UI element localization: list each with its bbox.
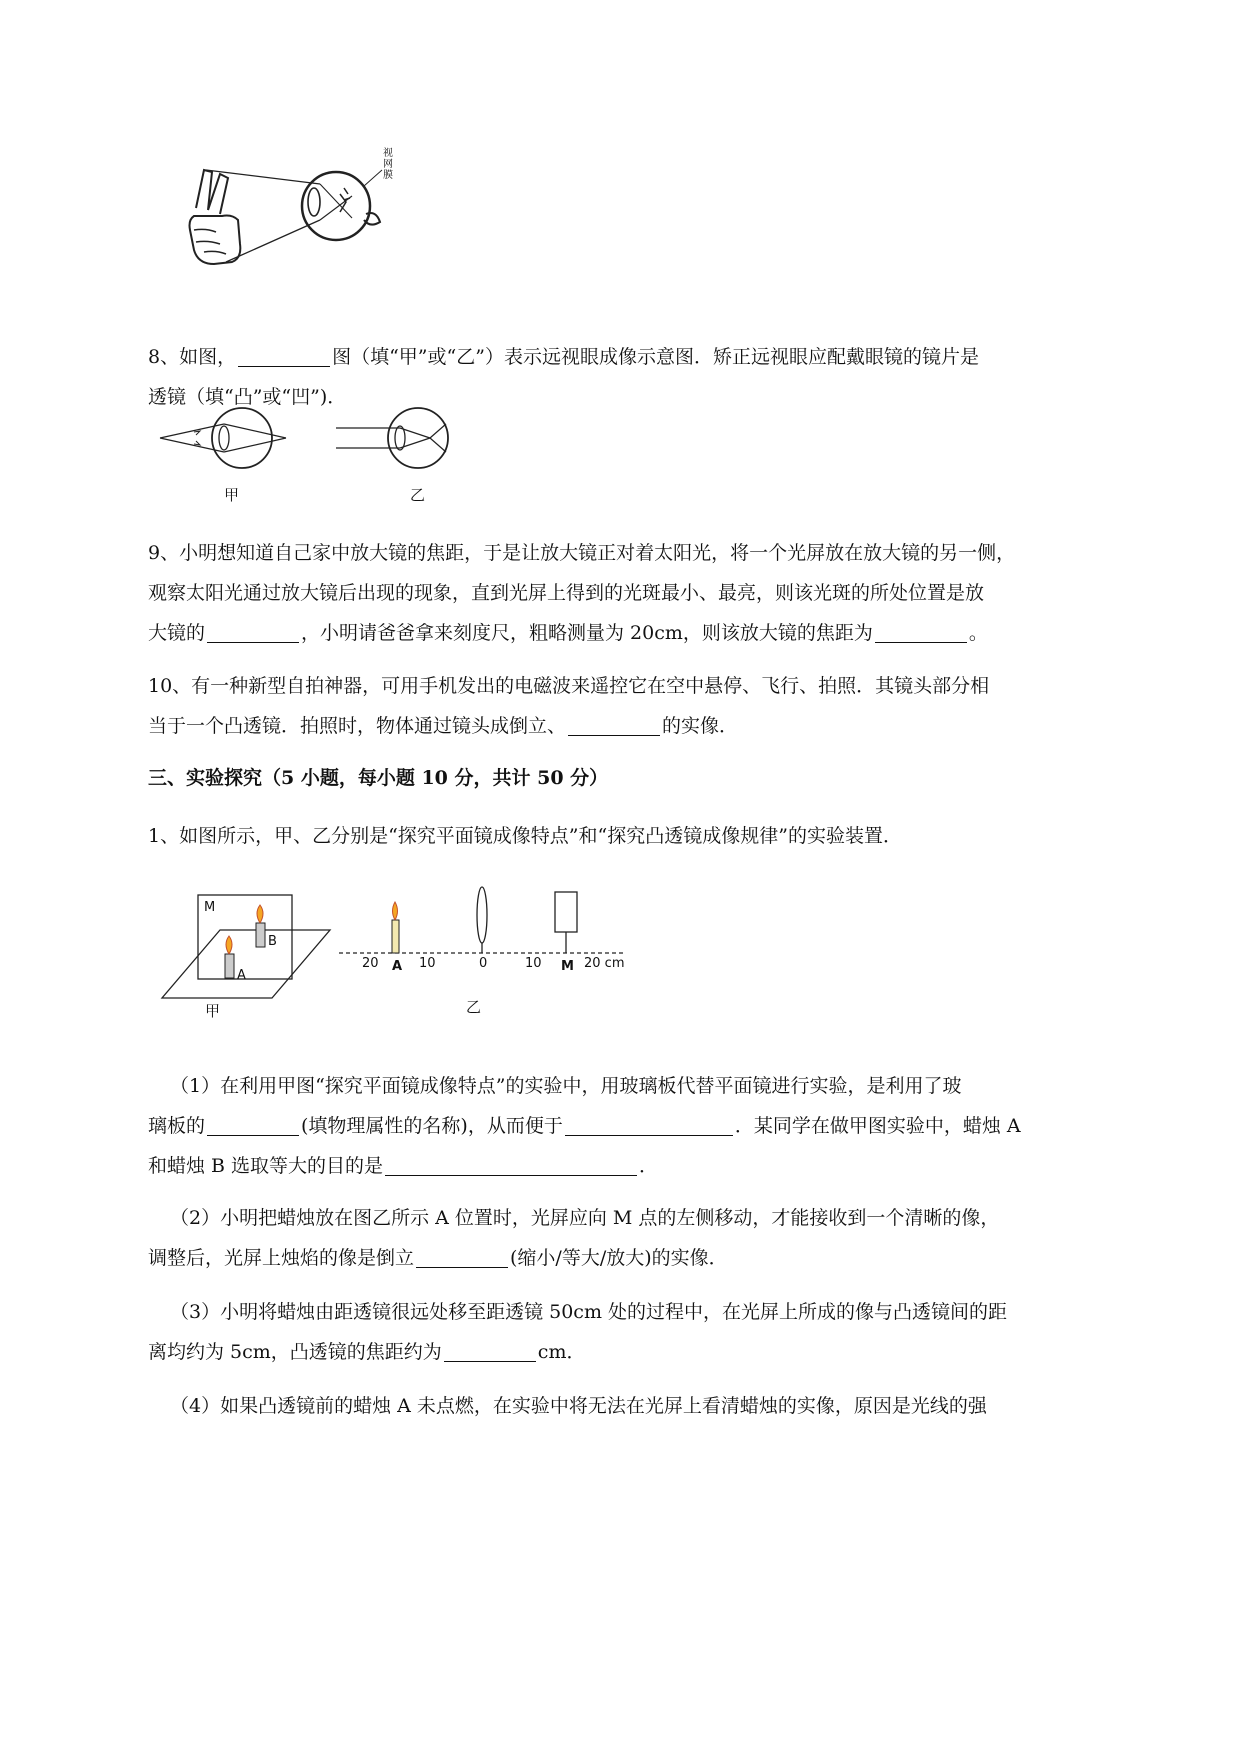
hand-eye-figure (180, 158, 440, 298)
answer-blank[interactable] (238, 342, 330, 367)
experiment-1-part-3 (170, 1292, 1148, 1332)
p1-line2b: (填物理属性的名称)，从而便于 (301, 1115, 563, 1137)
retina-label: 视网膜 (383, 148, 393, 181)
eye-diagram-jia (160, 408, 286, 468)
mirror-label-m: M (204, 900, 216, 915)
eye-diagram-yi (336, 408, 448, 468)
p2-line2b: (缩小/等大/放大)的实像． (510, 1247, 728, 1269)
q9-line1: 9、小明想知道自己家中放大镜的焦距，于是让放大镜正对着太阳光，将一个光屏放在放大镜的另一侧， (148, 542, 1016, 564)
answer-blank[interactable] (416, 1243, 508, 1268)
q9-line3b: ，小明请爸爸拿来刻度尺，粗略测量为 20cm，则该放大镜的焦距为 (301, 622, 873, 644)
experiment-1-part-1-cont (148, 1106, 1148, 1186)
section-heading: 三、实验探究（5 小题，每小题 10 分，共计 50 分） (148, 767, 609, 789)
tick-m: M (561, 959, 574, 974)
q9-line3c: 。 (968, 622, 988, 644)
p3-line2b: cm． (537, 1341, 586, 1363)
question-9 (148, 533, 1148, 653)
q10-line2a: 当于一个凸透镜．拍照时，物体通过镜头成倒立、 (148, 715, 567, 737)
label-jia: 甲 (224, 486, 240, 504)
experiment-1-part-2-cont (148, 1238, 1148, 1278)
tick-0: 0 (479, 956, 488, 971)
p2-line1: （2）小明把蜡烛放在图乙所示 A 位置时，光屏应向 M 点的左侧移动，才能接收到一个清晰的像， (170, 1207, 1000, 1229)
tick-10-left: 10 (419, 956, 436, 971)
candle-label-b: B (268, 934, 277, 949)
fig-jia-label: 甲 (205, 1002, 221, 1020)
plane-mirror-figure (150, 880, 340, 1020)
p3-line2a: 离均约为 5cm，凸透镜的焦距约为 (148, 1341, 442, 1363)
question-10 (148, 666, 1148, 746)
experiment-1-stem: 1、如图所示，甲、乙分别是“探究平面镜成像特点”和“探究凸透镜成像规律”的实验装置． (148, 825, 902, 847)
q9-line2: 观察太阳光通过放大镜后出现的现象，直到光屏上得到的光斑最小、最亮，则该光斑的所处位置是放 (148, 582, 985, 604)
p1-line2a: 璃板的 (148, 1115, 206, 1137)
tick-20cm-right: 20 cm (584, 956, 625, 971)
answer-blank[interactable] (444, 1337, 536, 1362)
experiment-1-part-1 (170, 1066, 1148, 1106)
experiment-1-part-2 (170, 1198, 1148, 1238)
q10-line1: 10、有一种新型自拍神器，可用手机发出的电磁波来遥控它在空中悬停、飞行、拍照．其镜头部分相 (148, 675, 990, 697)
tick-20-left: 20 (362, 956, 379, 971)
q10-line2b: 的实像． (662, 715, 739, 737)
p3-line1: （3）小明将蜡烛由距透镜很远处移至距透镜 50cm 处的过程中，在光屏上所成的像与凸透镜间的距 (170, 1301, 1008, 1323)
label-yi: 乙 (410, 486, 426, 504)
p1-line3b: ． (639, 1155, 659, 1177)
answer-blank[interactable] (565, 1111, 733, 1136)
q8-text: 图（填“甲”或“乙”）表示远视眼成像示意图．矫正远视眼应配戴眼镜的镜片是 (332, 346, 979, 368)
q8-prefix: 8、如图， (148, 346, 237, 368)
experiment-1-part-4 (170, 1386, 1148, 1426)
p1-line2c: ．某同学在做甲图实验中，蜡烛 A (734, 1115, 1021, 1137)
answer-blank[interactable] (207, 1111, 299, 1136)
p1-line3a: 和蜡烛 B 选取等大的目的是 (148, 1155, 384, 1177)
tick-10-right: 10 (525, 956, 542, 971)
answer-blank[interactable] (875, 618, 967, 643)
answer-blank[interactable] (207, 618, 299, 643)
p4-line1: （4）如果凸透镜前的蜡烛 A 未点燃，在实验中将无法在光屏上看清蜡烛的实像，原因是光线的强 (170, 1395, 987, 1417)
candle-label-a: A (237, 968, 246, 983)
p2-line2a: 调整后，光屏上烛焰的像是倒立 (148, 1247, 415, 1269)
q8-text-line2: 透镜（填“凸”或“凹”)． (148, 386, 347, 408)
experiment-1-part-3-cont (148, 1332, 1148, 1372)
tick-a: A (392, 959, 403, 974)
q9-line3a: 大镜的 (148, 622, 206, 644)
fig-yi-label: 乙 (466, 998, 482, 1016)
p1-line1: （1）在利用甲图“探究平面镜成像特点”的实验中，用玻璃板代替平面镜进行实验，是利用了玻 (170, 1075, 962, 1097)
answer-blank[interactable] (385, 1151, 637, 1176)
answer-blank[interactable] (568, 711, 660, 736)
